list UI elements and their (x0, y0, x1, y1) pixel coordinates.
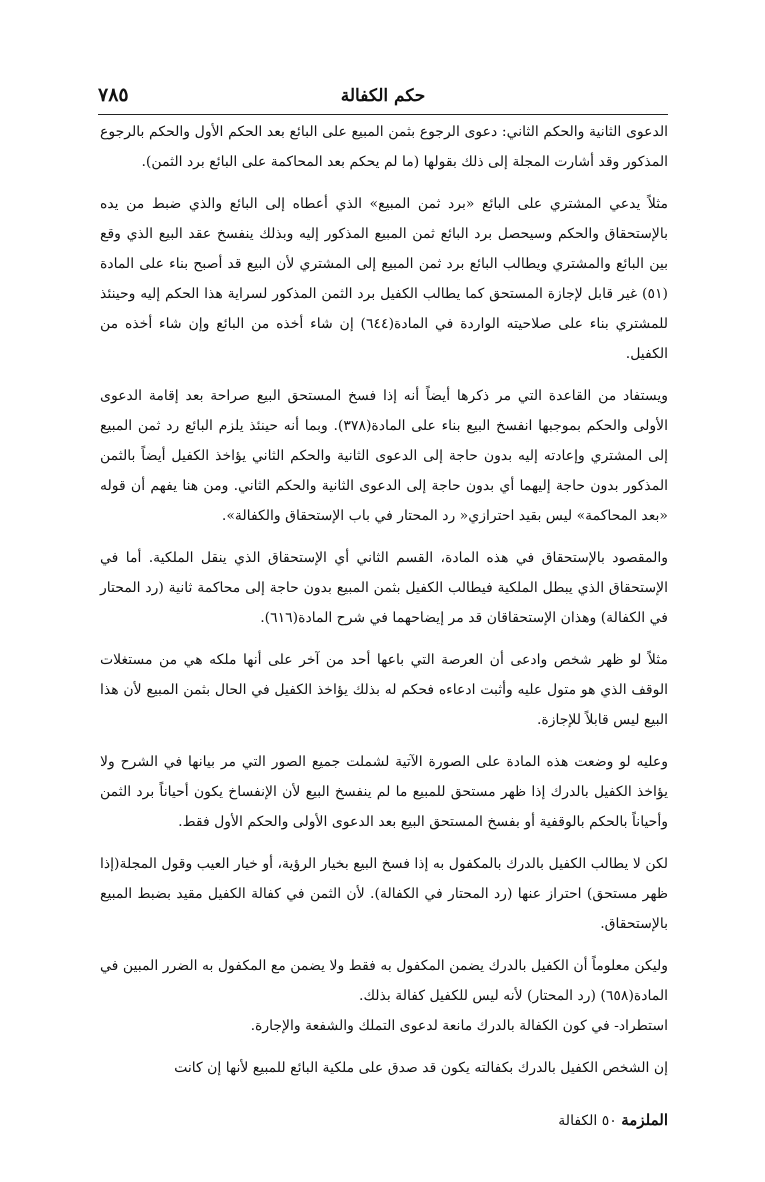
paragraph: مثلاً لو ظهر شخص وادعى أن العرصة التي باعها أحد من آخر على أنها ملكه هي من مستغلات الوقف الذي هو متول عليه وأثبت ادعاءه فحكم له بذلك يؤاخذ الكفيل في الحال بثمن المبيع لأن هذا البيع ليس قابلاً للإجازة. (100, 652, 668, 728)
page-title: حكم الكفالة (340, 86, 426, 106)
paragraph: الدعوى الثانية والحكم الثاني: دعوى الرجوع بثمن المبيع على البائع بعد الحكم الأول والحكم بالرجوع المذكور وقد أشارت المجلة إلى ذلك بقولها (ما لم يحكم بعد المحاكمة على البائع برد الثمن). (100, 124, 668, 170)
paragraph: وعليه لو وضعت هذه المادة على الصورة الآتية لشملت جميع الصور التي مر بيانها في الشرح ولا يؤاخذ الكفيل بالدرك إذا ظهر مستحق للمبيع ما لم ينفسخ البيع لأن الإنفساخ يكون أحياناً برد الثمن وأحياناً بالحكم بالوقفية أو بفسخ المستحق البيع بعد الدعوى الأولى والحكم الأول فقط. (100, 754, 668, 830)
page-header (98, 86, 668, 110)
paragraph: إن الشخص الكفيل بالدرك بكفالته يكون قد صدق على ملكية البائع للمبيع لأنها إن كانت (174, 1060, 668, 1076)
header-divider (98, 114, 668, 115)
page-number: ٧٨٥ (98, 84, 129, 106)
paragraph: وليكن معلوماً أن الكفيل بالدرك يضمن المكفول به فقط ولا يضمن مع المكفول به الضرر المبين في المادة(٦٥٨) (رد المحتار) لأنه ليس للكفيل كفالة بذلك. (100, 958, 668, 1004)
page-footer (100, 1111, 668, 1129)
paragraph: لكن لا يطالب الكفيل بالدرك بالمكفول به إذا فسخ البيع بخيار الرؤية، أو خيار العيب وقول المجلة(إذا ظهر مستحق) احتراز عنها (رد المحتار في الكفالة). لأن الثمن في كفالة الكفيل مقيد بضبط المبيع بالإستحقاق. (100, 856, 668, 932)
footer-text: ٥٠ الكفالة (558, 1113, 617, 1129)
paragraph: والمقصود بالإستحقاق في هذه المادة، القسم الثاني أي الإستحقاق الذي ينقل الملكية. أما في الإستحقاق الذي يبطل الملكية فيطالب الكفيل بثمن المبيع بدون حاجة إلى محاكمة ثانية (رد المحتار في الكفالة) وهذان الإستحقاقان قد مر إيضاحهما في شرح المادة(٦١٦). (100, 550, 668, 626)
paragraph: استطراد- في كون الكفالة بالدرك مانعة لدعوى التملك والشفعة والإجارة. (250, 1018, 668, 1034)
paragraph: مثلاً يدعي المشتري على البائع «برد ثمن المبيع» الذي أعطاه إلى البائع والذي ضبط من يده بالإستحقاق والحكم وسيحصل برد البائع ثمن المبيع المذكور إليه وبذلك ينفسخ عقد البيع الذي وقع بين البائع والمشتري ويطالب البائع برد ثمن المبيع إلى المشتري لأن البيع قد أصبح بناء على المادة (٥١) غير قابل لإجازة المستحق كما يطالب الكفيل برد الثمن المذكور لسراية هذا الحكم إليه وحينئذ للمشتري بناء على صلاحيته الواردة في المادة(٦٤٤) إن شاء أخذه من البائع وإن شاء أخذه من الكفيل. (100, 196, 668, 362)
paragraph: ويستفاد من القاعدة التي مر ذكرها أيضاً أنه إذا فسخ المستحق البيع صراحة بعد إقامة الدعوى الأولى والحكم بموجبها انفسخ البيع بناء على المادة(٣٧٨). وبما أنه حينئذ يلزم البائع رد ثمن المبيع إلى المشتري وإعادته إليه بدون حاجة إلى الدعوى الثانية والحكم الثاني يؤاخذ الكفيل أيضاً بالثمن المذكور بدون حاجة إليهما أي بدون حاجة إلى الدعوى الثانية والحكم الثاني. ومن هنا يفهم أن قوله «بعد المحاكمة» ليس بقيد احترازي« رد المحتار في باب الإستحقاق والكفالة». (100, 388, 668, 524)
footer-label: الملزمة (621, 1111, 668, 1129)
page-body (100, 117, 668, 1083)
